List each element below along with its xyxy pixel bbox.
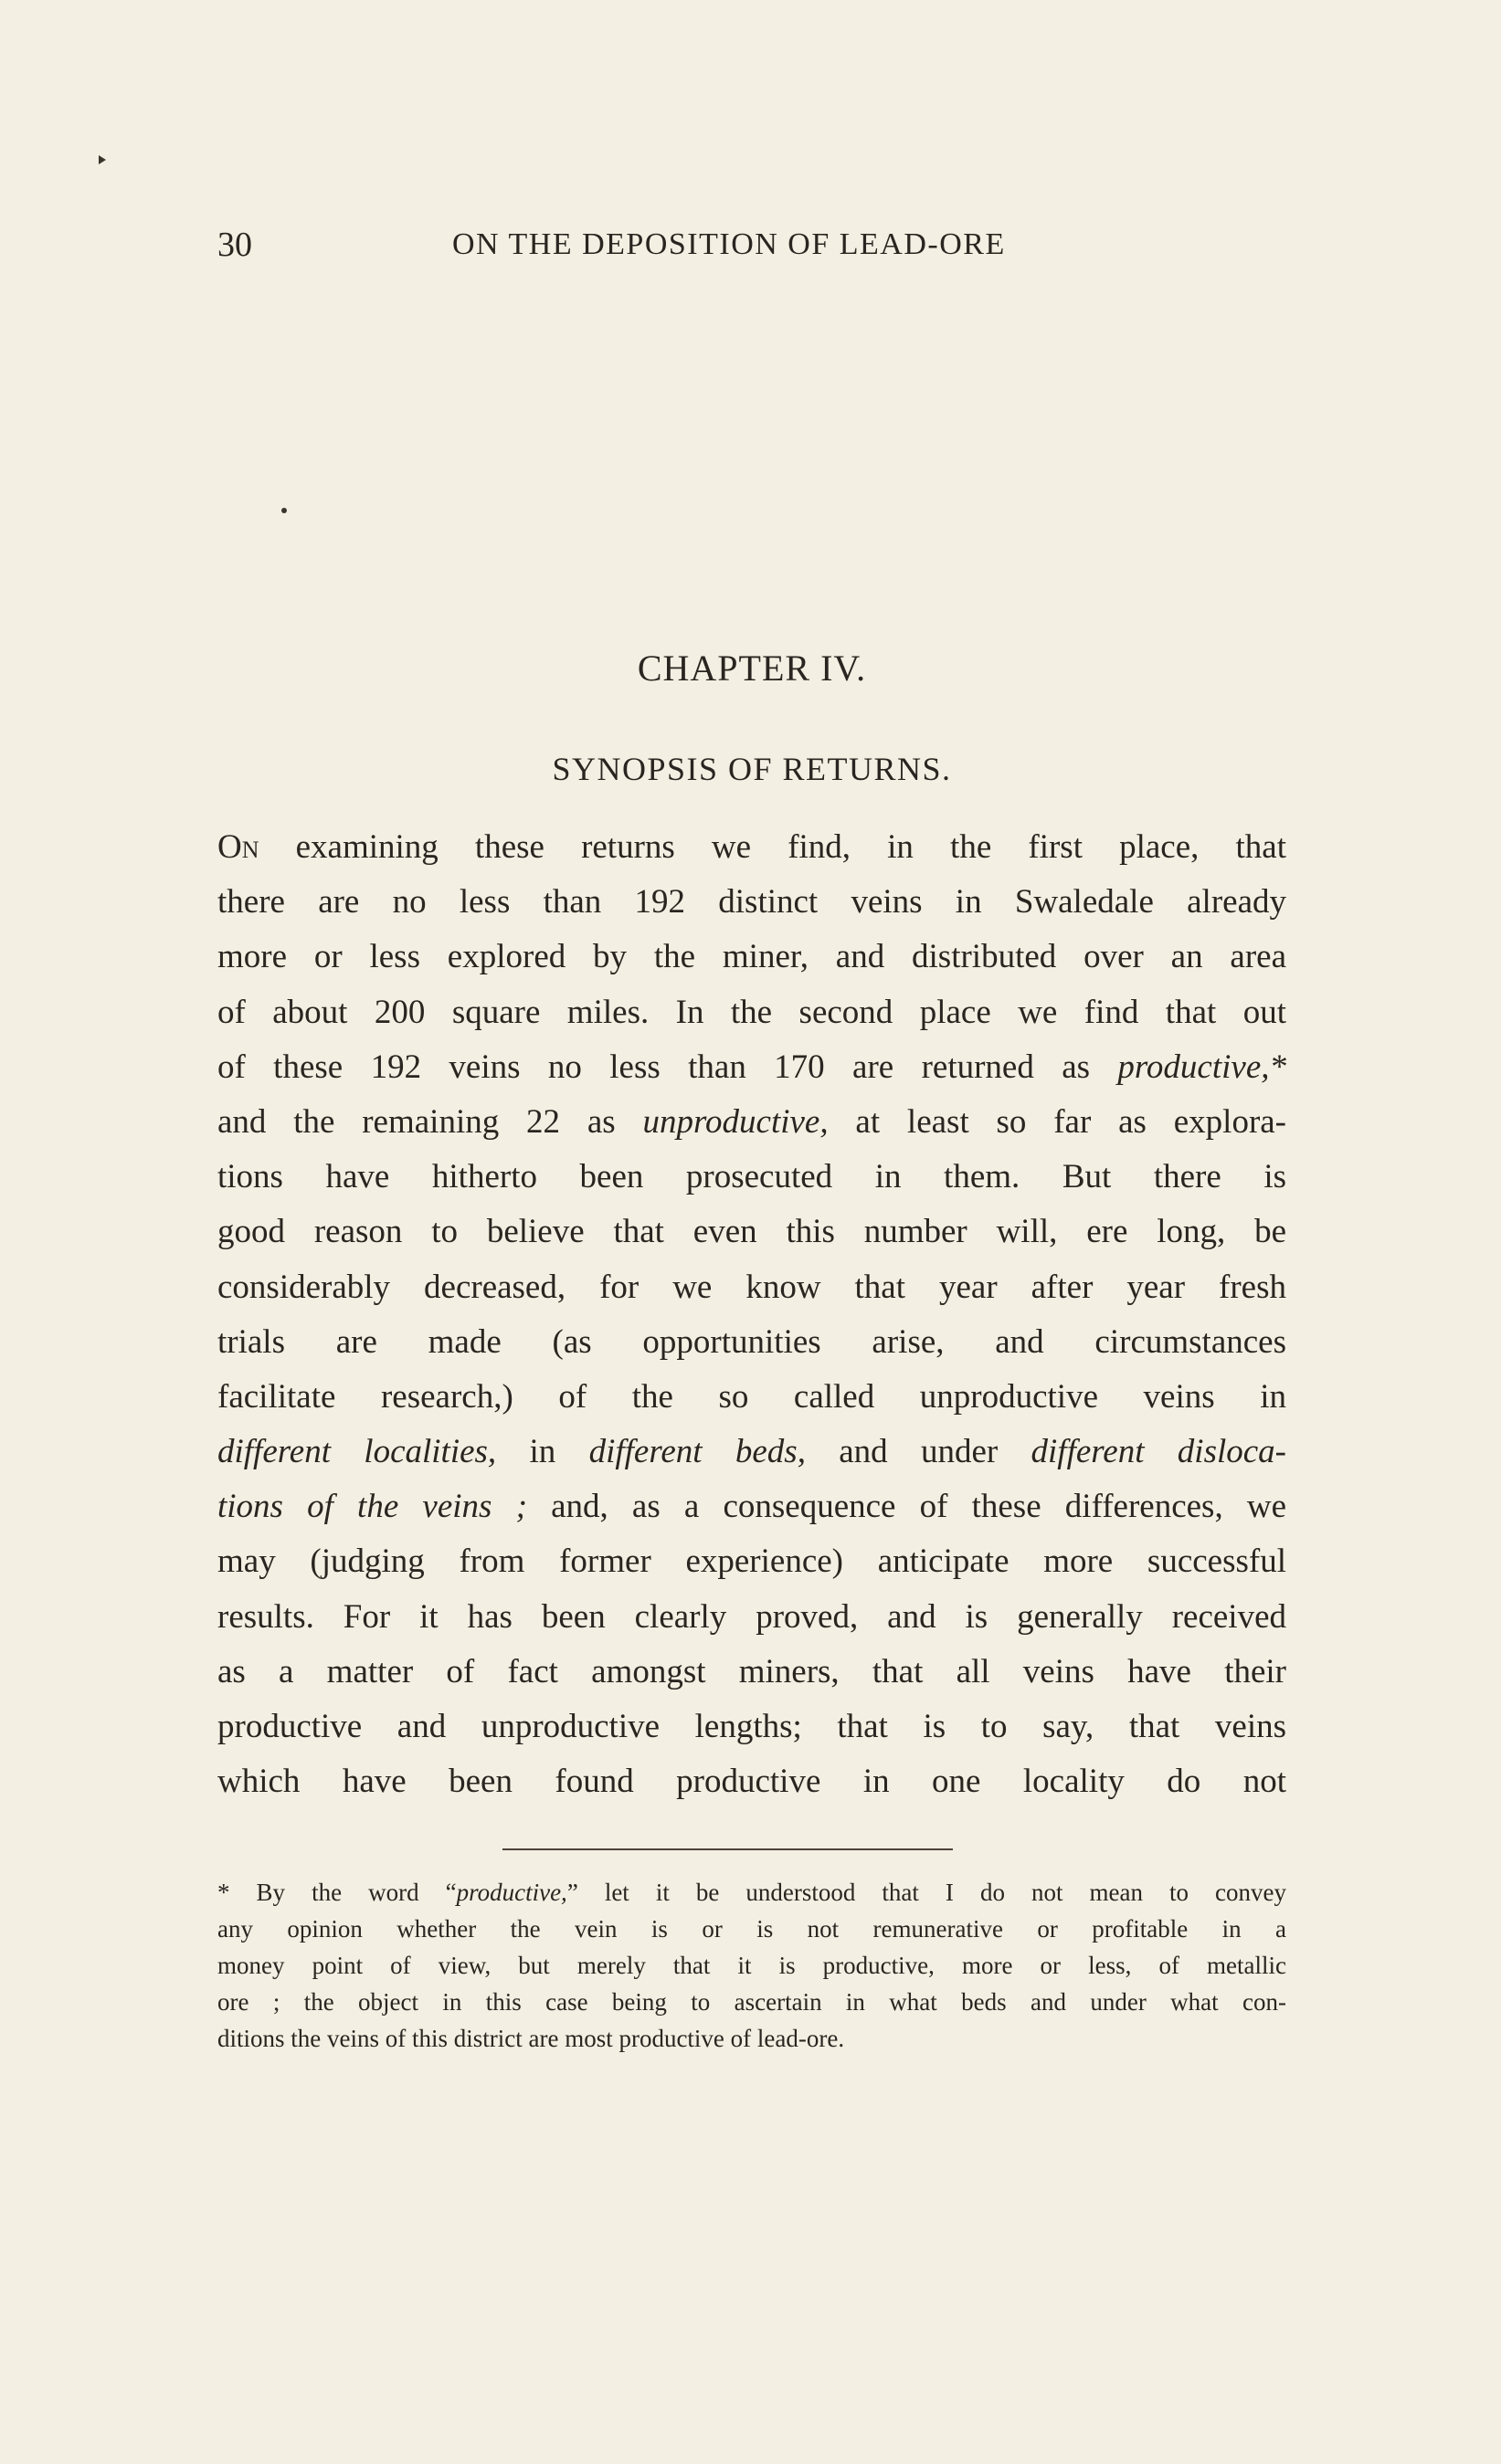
text-run: money point of view, but merely that it is productive, more or less, of metallic — [217, 1952, 1286, 1979]
text-run: examining these returns we find, in the first place, that — [259, 828, 1286, 866]
footnote-rule — [502, 1848, 953, 1850]
body-line — [217, 1425, 1286, 1479]
italic-text: productive, — [456, 1879, 567, 1906]
body-line — [217, 1095, 1286, 1150]
italic-text: different localities, — [217, 1433, 497, 1471]
section-heading: SYNOPSIS OF RETURNS. — [552, 751, 952, 787]
body-line — [217, 1590, 1286, 1645]
footnote — [217, 1874, 1286, 2057]
italic-text: different beds, — [588, 1433, 806, 1471]
body-text — [217, 820, 1286, 1809]
italic-text: productive,* — [1117, 1048, 1286, 1086]
body-line — [217, 1370, 1286, 1425]
footnote-line — [217, 1874, 1286, 1911]
body-line — [217, 1754, 1286, 1809]
page-speck — [281, 508, 287, 513]
text-run: good reason to believe that even this number will, ere long, be — [217, 1213, 1286, 1251]
text-run: more or less explored by the miner, and distributed over an area — [217, 938, 1286, 976]
body-line — [217, 930, 1286, 985]
body-line — [217, 875, 1286, 930]
text-run: which have been found productive in one locality do not — [217, 1763, 1286, 1801]
text-run: results. For it has been clearly proved, and is generally received — [217, 1597, 1286, 1636]
text-run: ditions the veins of this district are most productive of lead-ore. — [217, 2025, 845, 2052]
text-run: ” let it be understood that I do not mean to convey — [566, 1879, 1287, 1906]
footnote-line — [217, 1911, 1286, 1947]
text-run: productive and unproductive lengths; that is to say, that veins — [217, 1708, 1286, 1745]
italic-text: different disloca- — [1031, 1433, 1287, 1471]
body-line — [217, 1040, 1286, 1095]
text-run: and, as a consequence of these differences, we — [526, 1488, 1286, 1526]
body-line — [217, 1205, 1286, 1259]
running-title: ON THE DEPOSITION OF LEAD-ORE — [452, 227, 1006, 261]
footnote-line — [217, 1947, 1286, 1984]
italic-text: tions of the veins ; — [217, 1488, 527, 1526]
text-run: may (judging from former experience) anticipate more successful — [217, 1543, 1286, 1581]
italic-text: unproductive, — [642, 1102, 829, 1141]
body-line — [217, 985, 1286, 1040]
body-line — [217, 1150, 1286, 1205]
text-run: in — [496, 1433, 589, 1471]
body-line — [217, 1315, 1286, 1370]
page-number: 30 — [217, 226, 252, 264]
body-line — [217, 1479, 1286, 1534]
chapter-heading: CHAPTER IV. — [637, 648, 867, 689]
body-line — [217, 1260, 1286, 1315]
text-run: at least so far as explora- — [828, 1102, 1287, 1141]
text-run: any opinion whether the vein is or is not remunerative or profitable in a — [217, 1915, 1286, 1943]
body-line — [217, 820, 1286, 875]
body-line — [217, 1645, 1286, 1700]
text-run: facilitate research,) of the so called unproductive veins in — [217, 1377, 1286, 1416]
small-caps-text: On — [217, 828, 259, 866]
text-run: of about 200 square miles. In the second place we find that out — [217, 993, 1286, 1031]
text-run: ore ; the object in this case being to ascertain in what beds and under what con- — [217, 1988, 1286, 2016]
text-run: of these 192 veins no less than 170 are returned as — [217, 1048, 1118, 1086]
text-run: and under — [805, 1433, 1031, 1471]
footnote-line — [217, 2020, 1286, 2057]
text-run: as a matter of fact amongst miners, that all veins have their — [217, 1652, 1286, 1690]
text-run: tions have hitherto been prosecuted in them. But there is — [217, 1158, 1286, 1196]
footnote-line — [217, 1984, 1286, 2020]
text-run: there are no less than 192 distinct veins in Swaledale already — [217, 883, 1286, 921]
text-run: * By the word “ — [217, 1879, 457, 1906]
running-head — [217, 223, 1286, 267]
text-run: trials are made (as opportunities arise, and circumstances — [217, 1322, 1286, 1361]
margin-mark-icon — [99, 155, 106, 164]
body-line — [217, 1700, 1286, 1754]
text-run: considerably decreased, for we know that year after year fresh — [217, 1268, 1286, 1306]
body-line — [217, 1534, 1286, 1589]
text-run: and the remaining 22 as — [217, 1102, 643, 1141]
